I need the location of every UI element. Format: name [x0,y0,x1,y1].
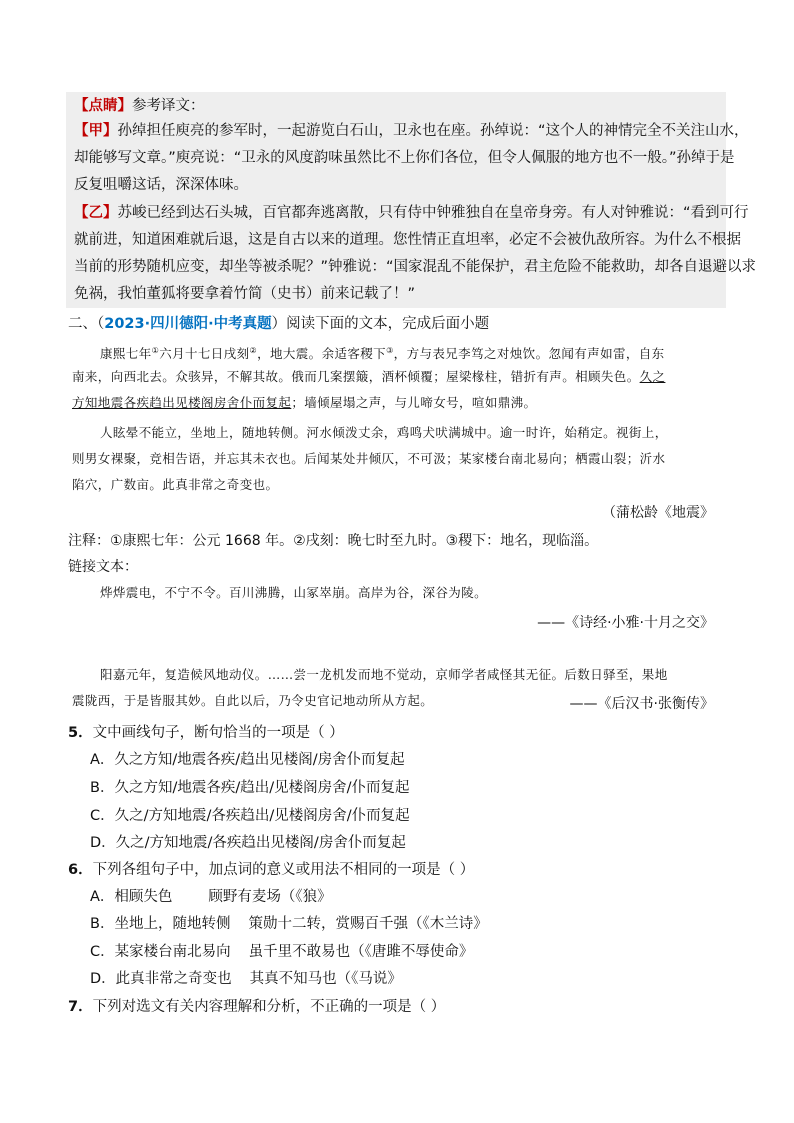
q6-option-c[interactable]: C．某家楼台南北易向 虽千里不敢易也（《唐雎不辱使命》 [90,944,474,960]
link-attribution: ——《诗经·小雅·十月之交》 [537,615,714,631]
passage-line: 则男女裸聚，竞相告语，并忘其未衣也。后闻某处井倾仄，不可汲；某家楼台南北易向；栖霞山裂；沂水 [72,451,666,466]
question-7: 7．下列对选文有关内容理解和分析，不正确的一项是（ ） [68,999,446,1015]
translation-yi-line: 【乙】苏峻已经到达石头城，百官都奔逃离散，只有侍中钟雅独自在皇帝身旁。有人对钟雅说：“看到可行 [74,205,749,221]
passage-line: 方知地震各疾趋出见楼阁房舍仆而复起；墙倾屋塌之声，与儿啼女号，喧如鼎沸。 [72,395,537,410]
passage-line: 陷穴，广数亩。此真非常之奇变也。 [72,477,279,492]
dianjing-header: 【点睛】参考译文： [74,98,205,114]
underlined-sentence: 久之 [639,369,666,384]
translation-jia-line: 【甲】孙绰担任庾亮的参军时，一起游览白石山，卫永也在座。孙绰说：“这个人的神情完全不关注山水， [74,123,749,139]
passage-line: 人眩晕不能立，坐地上，随地转侧。河水倾泼丈余，鸡鸣犬吠满城中。逾一时许，始稍定。视街上， [100,425,668,440]
passage-attribution: （蒲松龄《地震》 [602,505,714,521]
question-5: 5．文中画线句子，断句恰当的一项是（ ） [68,725,344,741]
exam-source: 2023·四川德阳·中考真题 [104,316,272,332]
q6-option-b[interactable]: B．坐地上，随地转侧 策勋十二转，赏赐百千强（《木兰诗》 [90,916,488,932]
annotation-notes: 注释：①康熙七年：公元 1668 年。②戌刻：晚七时至九时。③稷下：地名，现临淄。 [68,533,599,549]
q6-option-d[interactable]: D．此真非常之奇变也 其真不知马也（《马说》 [90,971,402,987]
section-title: 二、（2023·四川德阳·中考真题）阅读下面的文本，完成后面小题 [68,316,490,332]
q5-option-c[interactable]: C．久之/方知地震/各疾趋出/见楼阁房舍/仆而复起 [90,808,410,824]
underlined-sentence: 方知地震各疾趋出见楼阁房舍仆而复起 [72,395,292,410]
link-text-line: 震陇西，于是皆服其妙。自此以后，乃令史官记地动所从方起。 [72,693,434,708]
question-6: 6．下列各组句子中，加点词的意义或用法不相同的一项是（ ） [68,862,475,878]
q5-option-a[interactable]: A．久之方知/地震各疾/趋出见楼阁/房舍仆而复起 [90,752,405,768]
link-attribution: ——《后汉书·张衡传》 [569,696,714,712]
q5-option-d[interactable]: D．久之/方知地震/各疾趋出见楼阁/房舍仆而复起 [90,835,406,851]
q5-option-b[interactable]: B．久之方知/地震各疾/趋出/见楼阁房舍/仆而复起 [90,780,410,796]
translation-jia-line: 却能够写文章。”庾亮说：“卫永的风度韵味虽然比不上你们各位，但令人佩服的地方也不一般。”孙绰于是 [74,150,735,166]
translation-yi-line: 就前进，知道困难就后退，这是自古以来的道理。您性情正直坦率，必定不会被仇敌所容。为什么不根据 [74,232,741,248]
link-text-label: 链接文本： [68,559,138,575]
link-text-line: 阳嘉元年，复造候风地动仪。……尝一龙机发而地不觉动，京师学者咸怪其无征。后数日驿至，果地 [100,667,668,682]
translation-yi-line: 当前的形势随机应变，却坐等被杀呢？”钟雅说：“国家混乱不能保护，君主危险不能救助，却各自退避以求 [74,259,757,275]
link-text-line: 烨烨震电，不宁不令。百川沸腾，山冢崒崩。高岸为谷，深谷为陵。 [100,585,488,600]
translation-jia-line: 反复咀嚼这话，深深体味。 [74,177,248,193]
passage-line: 康熙七年①六月十七日戌刻②，地大震。余适客稷下③，方与表兄李笃之对烛饮。忽闻有声如雷，自东 [100,346,665,362]
q6-option-a[interactable]: A．相顾失色 顾野有麦场（《狼》 [90,889,332,905]
dianjing-box [66,92,757,308]
passage-line: 南来，向西北去。众骇异，不解其故。俄而几案摆簸，酒杯倾覆；屋梁椽柱，错折有声。相顾失色。久之 [72,369,666,384]
translation-yi-line: 免祸，我怕董狐将要拿着竹简（史书）前来记载了！” [74,286,416,302]
